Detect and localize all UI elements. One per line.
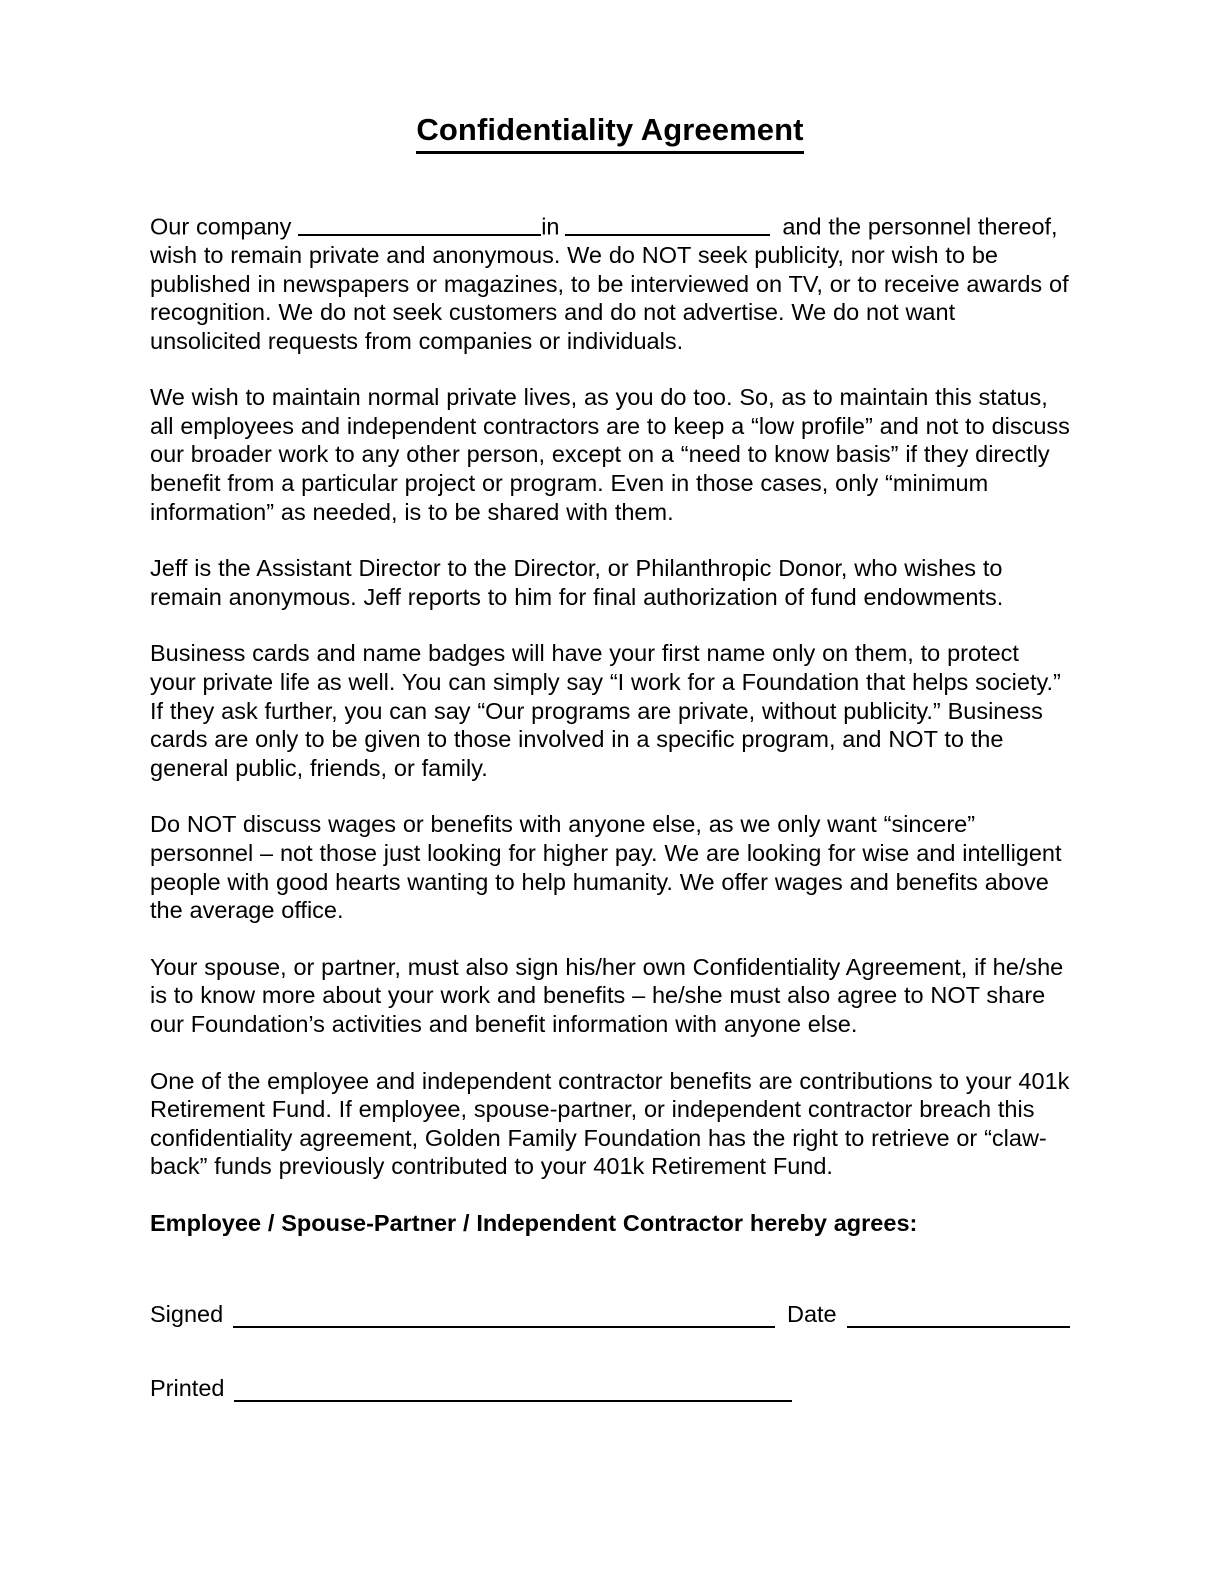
company-name-blank[interactable] [298,210,541,237]
company-intro-rest: and the personnel thereof, wish to remain private and anonymous. We do NOT seek publicity, nor wish to be published in newspapers or magazines, to be interviewed on TV, or to receive awards of recognition. We do not seek customers and do not advertise. We do not want unsolicited requests from companies or individuals. [150,213,1069,354]
signature-input-line[interactable] [233,1304,775,1328]
page-title [150,112,1070,154]
paragraph-company-intro [150,210,1070,356]
paragraph-wages-benefits: Do NOT discuss wages or benefits with anyone else, as we only want “sincere” personnel – not those just looking for higher pay. We are looking for wise and intelligent people with good hearts wanting to help humanity. We offer wages and benefits above the average office. [150,811,1062,924]
paragraph-private-lives: We wish to maintain normal private lives, as you do too. So, as to maintain this status, all employees and independent contractors are to keep a “low profile” and not to discuss our broader work to any other person, except on a “need to know basis” if they directly benefit from a particular project or program. Even in those cases, only “minimum information” as needed, is to be shared with them. [150,384,1070,525]
signature-block [150,1300,1070,1402]
paragraph-retirement-fund: One of the employee and independent contractor benefits are contributions to your 401k Retirement Fund. If employee, spouse-partner, or independent contractor breach this confidentiality agreement, Golden Family Foundation has the right to retrieve or “claw-back” funds previously contributed to your 401k Retirement Fund. [150,1067,1070,1180]
paragraph-jeff-role: Jeff is the Assistant Director to the Director, or Philanthropic Donor, who wishes to remain anonymous. Jeff reports to him for final authorization of fund endowments. [150,555,1004,610]
company-intro-lead: Our company [150,213,299,240]
company-location-blank[interactable] [565,210,770,237]
printed-row [150,1374,1070,1402]
paragraph-business-cards: Business cards and name badges will have your first name only on them, to protect your private life as well. You can simply say “I work for a Foundation that helps society.” If they ask further, you can say “Our programs are private, without publicity.” Business cards are only to be given to those involved in a specific program, and NOT to the general public, friends, or family. [150,640,1061,781]
paragraph-spouse-partner: Your spouse, or partner, must also sign his/her own Confidentiality Agreement, if he/she is to know more about your work and benefits – he/she must also agree to NOT share our Foundation’s activities and benefit information with anyone else. [150,953,1064,1037]
date-input-line[interactable] [847,1304,1070,1328]
page-title-text: Confidentiality Agreement [416,112,803,154]
signed-label: Signed [150,1300,224,1327]
company-intro-in: in [541,213,560,240]
signed-date-row [150,1300,1070,1328]
date-label: Date [786,1300,837,1327]
document-body [150,112,1070,1448]
printed-name-input-line[interactable] [234,1378,792,1402]
printed-label: Printed [150,1374,225,1401]
agreement-acknowledgement-line: Employee / Spouse-Partner / Independent Contractor hereby agrees: [150,1209,918,1236]
